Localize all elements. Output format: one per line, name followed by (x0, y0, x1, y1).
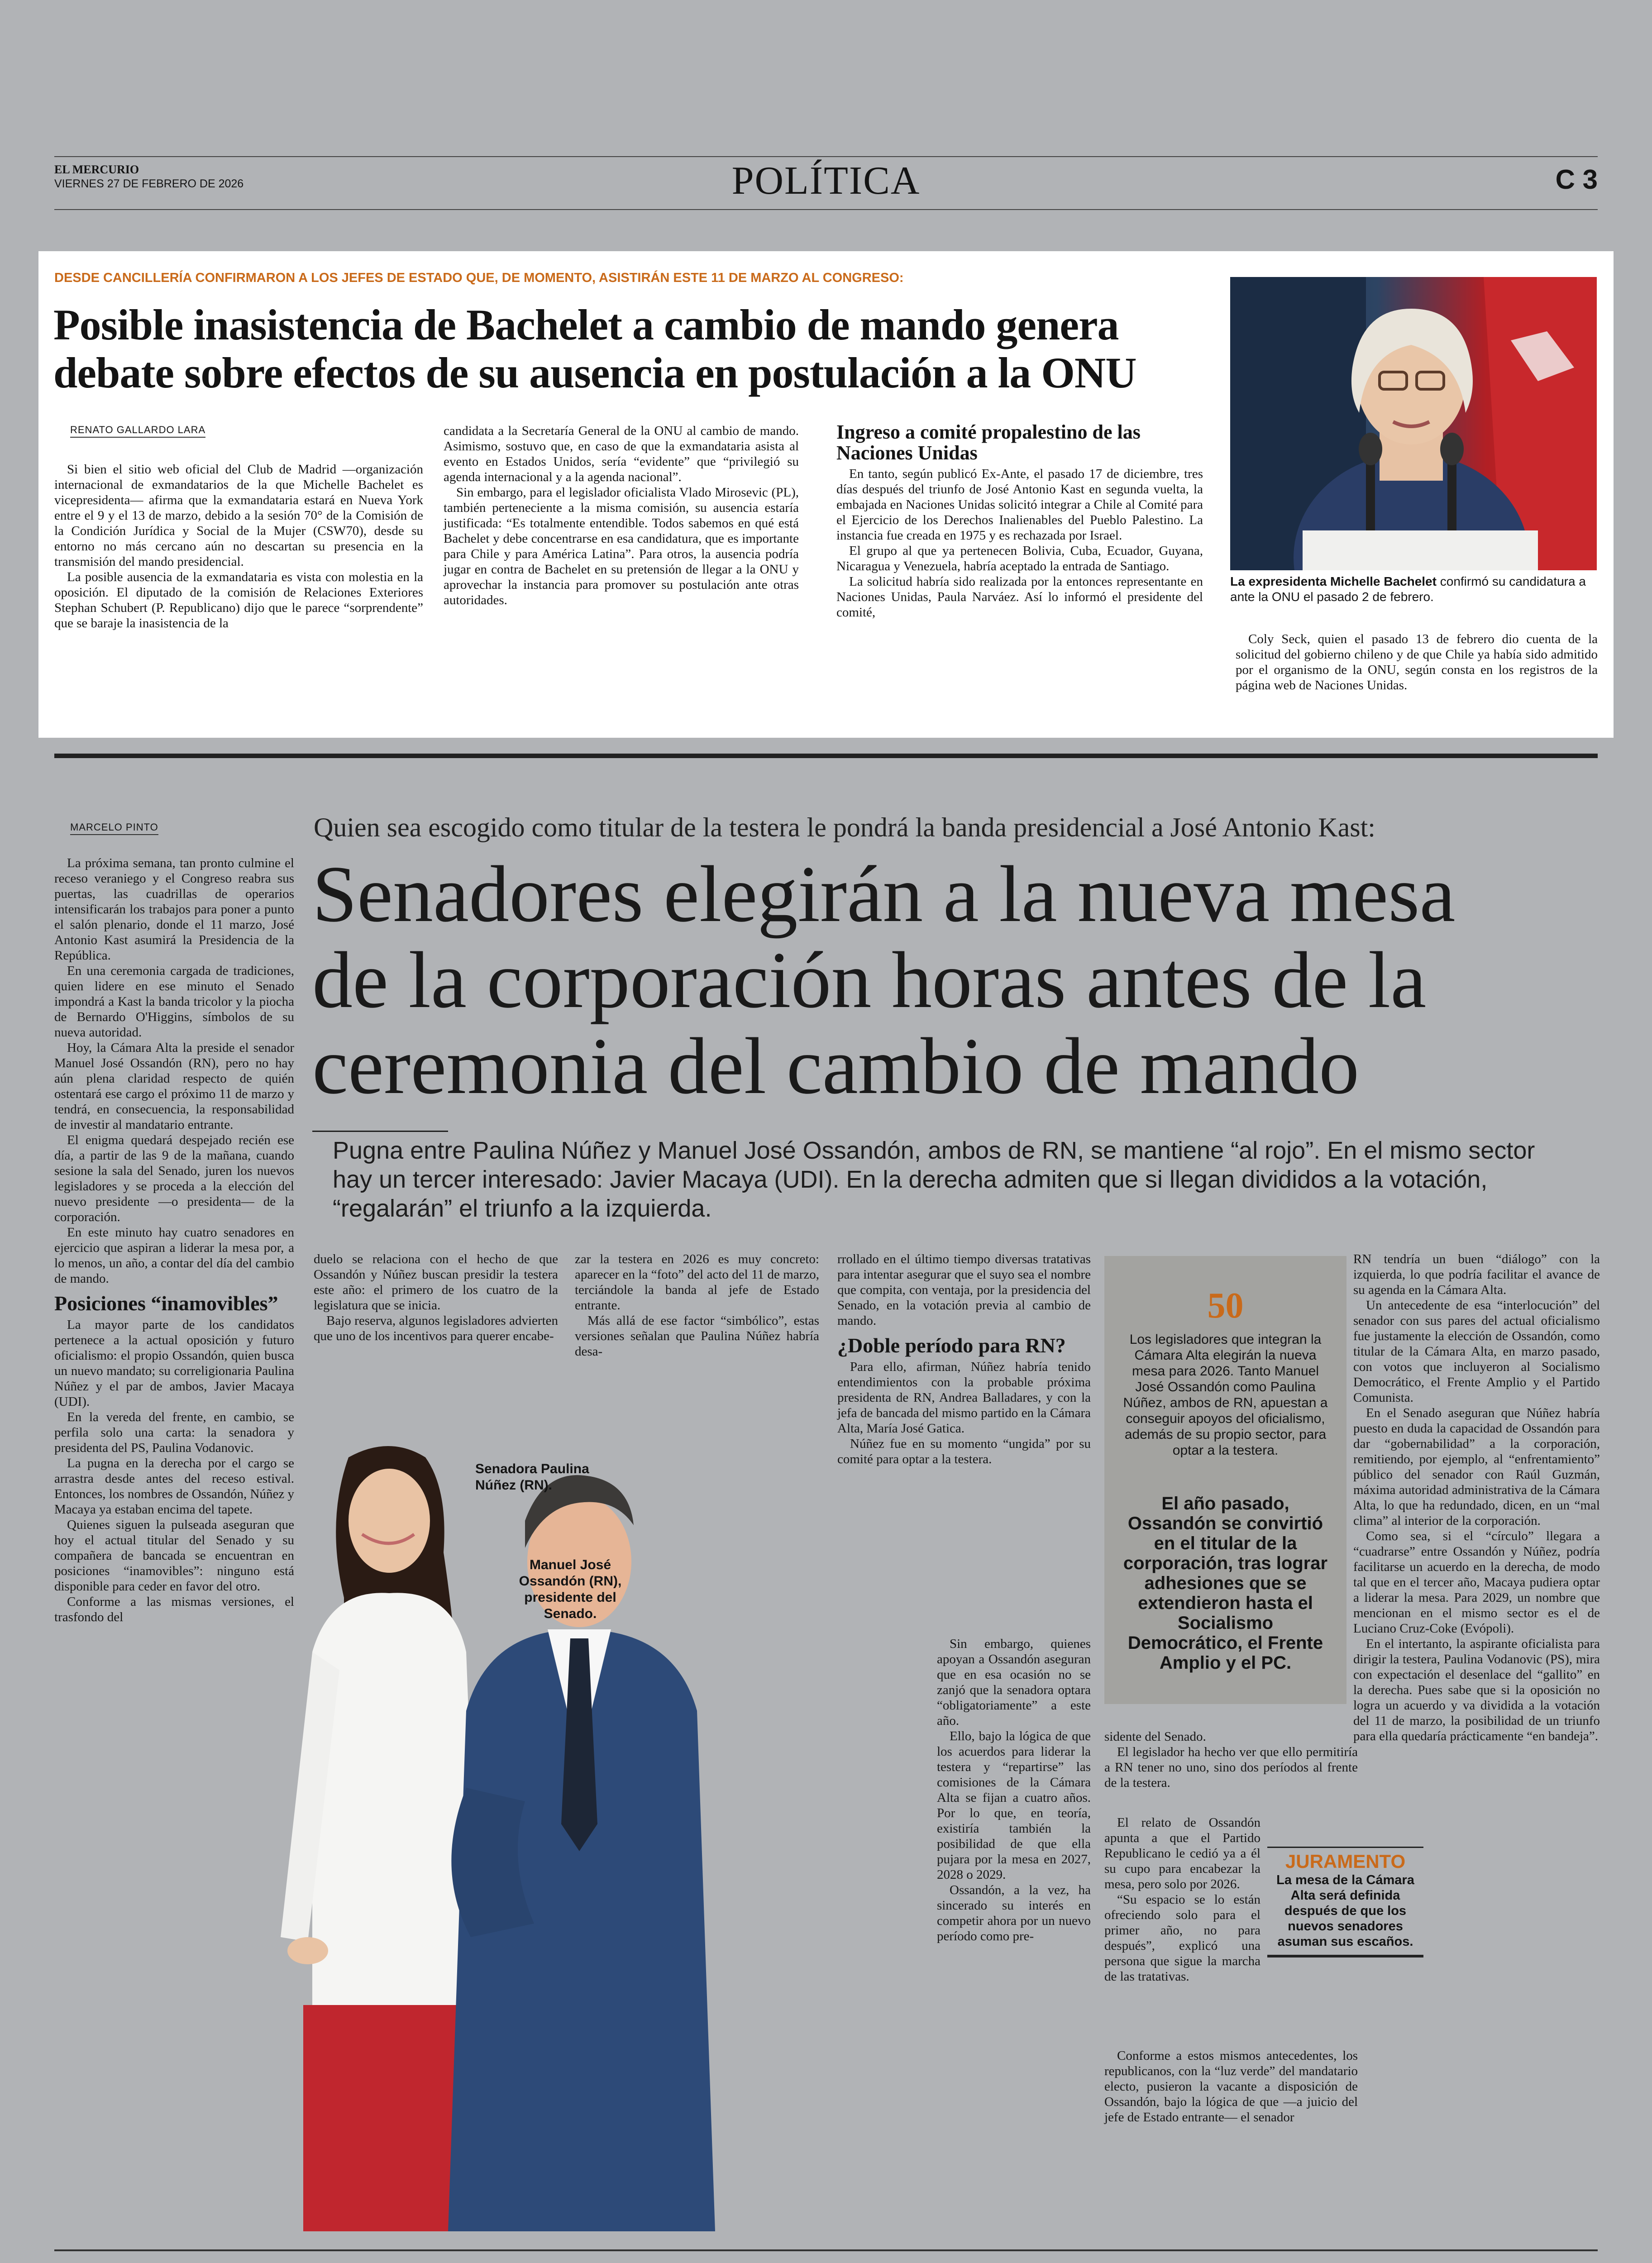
bachelet-column-4 (1236, 631, 1598, 693)
paragraph: El grupo al que ya pertenecen Bolivia, Cuba, Ecuador, Guyana, Nicaragua y Venezuela, habría aceptado la entrada de Santiago. (836, 544, 1203, 573)
bachelet-column-2 (444, 423, 799, 608)
paragraph: La pugna en la derecha por el cargo se arrastra desde antes del receso estival. Entonces, los nombres de Ossandón, Núñez y Macaya ya estaban encima del tapete. (54, 1456, 294, 1517)
senators-illustration (253, 1417, 901, 2231)
paragraph: Si bien el sitio web oficial del Club de Madrid —organización internacional de exmandatarios de la que Michelle Bachelet es vicepresidenta— afirma que la exmandataria estará en Nueva York entre el 9 y el 13 de marzo, debido a la sesión 70° de la Comisión de la Condición Jurídica y Social de la Mujer (CSW70), desde su entorno no más cercano aún no descartan su presencia en la transmisión del mando presidencial. (54, 462, 423, 569)
paper-name: EL MERCURIO (54, 163, 139, 176)
bachelet-kicker: DESDE CANCILLERÍA CONFIRMARON A LOS JEFES DE ESTADO QUE, DE MOMENTO, ASISTIRÁN ESTE 11 DE MARZO AL CONGRESO: (54, 271, 904, 285)
senate-column-5 (1104, 1729, 1358, 1790)
masthead-bottom-rule (54, 209, 1598, 210)
paragraph: Sin embargo, quienes apoyan a Ossandón aseguran que en esa ocasión no se zanjó que la senadora optara “obligatoriamente” a este año. (937, 1637, 1091, 1728)
paragraph: Coly Seck, quien el pasado 13 de febrero dio cuenta de la solicitud del gobierno chileno y de que Chile ya había sido admitido por el organismo de la ONU, según consta en los registros de la página web de Naciones Unidas. (1236, 632, 1598, 692)
senate-headline (312, 851, 1598, 1109)
caption-bold: La expresidenta Michelle Bachelet (1230, 574, 1437, 588)
oath-box (1267, 1847, 1423, 1957)
paragraph: El enigma quedará despejado recién ese día, a partir de las 9 de la mañana, cuando sesione la sala del Senado, juren los nuevos legisladores y se proceda a la elección del nuevo presidente —o presidenta— de la corporación. (54, 1133, 294, 1224)
paragraph: RN tendría un buen “diálogo” con la izquierda, lo que podría facilitar el avance de su agenda en la Cámara Alta. (1353, 1252, 1600, 1297)
oath-box-title: JURAMENTO (1267, 1847, 1423, 1872)
paragraph: La próxima semana, tan pronto culmine el receso veraniego y el Congreso reabra sus puertas, las cuadrillas de operarios intensificarán los trabajos para poner a punto el salón plenario, donde el 11 marzo, José Antonio Kast asumirá la Presidencia de la República. (54, 856, 294, 963)
bachelet-subhead: Ingreso a comité propalestino de las Naciones Unidas (836, 421, 1141, 464)
paragraph: Conforme a las mismas versiones, el trasfondo del (54, 1595, 294, 1624)
paragraph: Ello, bajo la lógica de que los acuerdos para liderar la testera y “repartirse” las comisiones de la Cámara Alta se fijan a cuatro años. Por lo que, en teoría, existiría también la posibilidad de que ella pujara por la mesa en 2027, 2028 o 2029. (937, 1729, 1091, 1882)
senators-photo (253, 1417, 901, 2231)
senate-subhead-1: Posiciones “inamovibles” (54, 1292, 278, 1315)
paragraph: Núñez fue en su momento “ungida” por su comité para optar a la testera. (837, 1437, 1091, 1466)
senate-column-3 (575, 1251, 819, 1359)
senate-kicker: Quien sea escogido como titular de la testera le pondrá la banda presidencial a José Antonio Kast: (314, 812, 1375, 842)
senate-headline-line2: de la corporación horas antes de la (312, 935, 1427, 1025)
story-separator (54, 754, 1598, 758)
masthead-top-rule (54, 156, 1598, 157)
senate-subhead-2: ¿Doble período para RN? (837, 1334, 1066, 1357)
senate-byline: MARCELO PINTO (70, 821, 158, 835)
senate-column-6 (1353, 1251, 1600, 1744)
section-title: POLÍTICA (731, 159, 921, 203)
paragraph: En una ceremonia cargada de tradiciones, quien lidere en ese minuto el Senado impondrá a Kast la banda tricolor y la piocha de Bernardo O'Higgins, símbolos de su nueva autoridad. (54, 964, 294, 1040)
paragraph: duelo se relaciona con el hecho de que Ossandón y Núñez buscan presidir la testera este año: el primero de los cuatro de la legislatura que se inicia. (314, 1252, 558, 1313)
paragraph: El legislador ha hecho ver que ello permitiría a RN tener no uno, sino dos períodos al frente de la testera. (1104, 1745, 1358, 1790)
senate-headline-line1: Senadores elegirán a la nueva mesa (312, 849, 1456, 939)
senate-column-5b (1104, 1815, 1260, 1984)
stat-number: 50 (1207, 1286, 1244, 1326)
paragraph: Un antecedente de esa “interlocución” del senador con sus pares del actual oficialismo fue justamente la elección de Ossandón, como titular de la Cámara Alta, en marzo pasado, con votos que incluyeron al Socialismo Democrático, el Frente Amplio y el Partido Comunista. (1353, 1298, 1600, 1405)
nunez-photo-label: Senadora Paulina Núñez (RN). (475, 1461, 589, 1493)
bachelet-column-3 (836, 422, 1203, 620)
paragraph: En el intertanto, la aspirante oficialista para dirigir la testera, Paulina Vodanovic (PS), mira con expectación el desenlace del “gallito” en la derecha. Pues sabe que si la oposición no logra un acuerdo y va dividida a la votación del 11 de marzo, la posibilidad de un triunfo para ella quedaría prácticamente “en bandeja”. (1353, 1637, 1600, 1743)
oath-box-text: La mesa de la Cámara Alta será definida después de que los nuevos senadores asuman sus escaños. (1267, 1872, 1423, 1957)
bachelet-headline (53, 301, 1194, 397)
paragraph: La solicitud habría sido realizada por la entonces representante en Naciones Unidas, Paula Narváez. Así lo informó el presidente del comité, (836, 574, 1203, 620)
paragraph: Hoy, la Cámara Alta la preside el senador Manuel José Ossandón (RN), pero no hay aún plena claridad respecto de quién ostentará ese cargo el próximo 11 de marzo y tendrá, en consecuencia, la responsabilidad de investir al mandatario entrante. (54, 1041, 294, 1132)
bachelet-column-1 (54, 462, 423, 631)
stat-text: Los legisladores que integran la Cámara Alta elegirán la nueva mesa para 2026. Tanto Manuel José Ossandón como Paulina Núñez, ambos de RN, apuestan a conseguir apoyos del oficialismo, además de su propio sector, para optar a la testera. (1123, 1332, 1328, 1458)
issue-date: VIERNES 27 DE FEBRERO DE 2026 (54, 177, 244, 190)
ossandon-photo-label: Manuel José Ossandón (RN), presidente del Senado. (519, 1557, 622, 1621)
senate-column-2 (314, 1251, 558, 1344)
paragraph: Más allá de ese factor “simbólico”, estas versiones señalan que Paulina Núñez habría desa- (575, 1313, 819, 1359)
paragraph: Sin embargo, para el legislador oficialista Vlado Mirosevic (PL), también perteneciente a la misma comisión, su ausencia estaría justificada: “Es totalmente entendible. Todos sabemos en qué está Bachelet y debe concentrarse en esa candidatura, que es importante para Chile y para América Latina”. Para otros, la ausencia podría jugar en contra de Bachelet en su pretensión de llegar a la ONU y aprovechar la instancia para promover su postulación ante otras autoridades. (444, 485, 799, 607)
paragraph: Para ello, afirman, Núñez habría tenido entendimientos con la probable próxima presidenta de RN, Andrea Balladares, y con la jefa de bancada del mismo partido en la Cámara Alta, María José Gatica. (837, 1360, 1091, 1436)
paragraph: rrollado en el último tiempo diversas tratativas para intentar asegurar que el suyo sea el nombre que compita, con ventaja, por la presidencia del Senado, en la votación previa al cambio de mando. (837, 1252, 1091, 1328)
dek-rule (312, 1131, 448, 1132)
paragraph: Quienes siguen la pulseada aseguran que hoy el actual titular del Senado y su compañera de bancada se encuentran en posiciones “inamovibles”: ninguno está disponible para ceder en favor del otro. (54, 1518, 294, 1594)
paragraph: “Su espacio se lo están ofreciendo solo para el primer año, no para después”, explicó una persona que sigue la marcha de las tratativas. (1104, 1892, 1260, 1984)
paragraph: En este minuto hay cuatro senadores en ejercicio que aspiran a liderar la mesa por, a lo menos, un año, a contar del día del cambio de mando. (54, 1225, 294, 1286)
paragraph: La posible ausencia de la exmandataria es vista con molestia en la oposición. El diputado de la comisión de Relaciones Exteriores Stephan Schubert (P. Republicano) dijo que le parece “sorprendente” que se baraje la inasistencia de la (54, 570, 423, 630)
paragraph: Conforme a estos mismos antecedentes, los republicanos, con la “luz verde” del mandatario electo, pusieron la vacante a disposición de Ossandón, bajo la lógica de que —a juicio del jefe de Estado entrante— el senador (1104, 2048, 1358, 2125)
senate-column-4b (937, 1636, 1091, 1944)
story-separator (54, 2249, 1598, 2251)
paragraph: En la vereda del frente, en cambio, se perfila solo una carta: la senadora y presidenta del PS, Paulina Vodanovic. (54, 1410, 294, 1455)
bachelet-portrait-illustration (1230, 277, 1597, 570)
paragraph: En el Senado aseguran que Núñez habría puesto en duda la capacidad de Ossandón para dar “gobernabilidad” a la corporación, remitiendo, por ejemplo, al “enfrentamiento” público del senador con Raúl Guzmán, máxima autoridad administrativa de la Cámara Alta, lo que ha redundado, dicen, en un “mal clima” al interior de la corporación. (1353, 1406, 1600, 1528)
bachelet-byline: RENATO GALLARDO LARA (70, 424, 205, 438)
senate-headline-line3: ceremonia del cambio de mando (312, 1021, 1360, 1111)
paragraph: Como sea, si el “círculo” llegara a “cuadrarse” entre Ossandón y Núñez, podría facilitarse un acuerdo en la derecha, de modo tal que en el tercer año, Macaya pudiera optar a liderar la mesa. Para 2029, un nombre que mencionan en el mismo sector es el de Luciano Cruz-Coke (Evópoli). (1353, 1529, 1600, 1636)
paragraph: El relato de Ossandón apunta a que el Partido Republicano le cedió ya a él su cupo para encabezar la mesa, pero solo por 2026. (1104, 1815, 1260, 1891)
paragraph: candidata a la Secretaría General de la ONU al cambio de mando. Asimismo, sostuvo que, en caso de que la exmandataria asista al evento en Estados Unidos, sería “evidente” que “privilegió su agenda internacional y a la agenda nacional”. (444, 424, 799, 484)
bachelet-headline-line1: Posible inasistencia de Bachelet a cambio de mando genera (53, 301, 1119, 349)
stat-highlight: El año pasado, Ossandón se convirtió en el titular de la corporación, tras lograr adhesiones que se extendieron hasta el Socialismo Democrático, el Frente Amplio y el PC. (1123, 1494, 1328, 1673)
paragraph: En tanto, según publicó Ex-Ante, el pasado 17 de diciembre, tres días después del triunfo de José Antonio Kast en segunda vuelta, la embajada en Naciones Unidas solicitó integrar a Chile al Comité para el Ejercicio de los Derechos Inalienables del Pueblo Palestino. La instancia fue creada en 1975 y es rechazada por Israel. (836, 467, 1203, 543)
page-number: C 3 (1555, 164, 1598, 195)
paragraph: Bajo reserva, algunos legisladores advierten que uno de los incentivos para querer encabe- (314, 1313, 558, 1343)
caption-text: confirmó su candidatura a ante la ONU el pasado 2 de febrero. (1230, 574, 1586, 604)
bachelet-photo-caption (1230, 574, 1597, 605)
senate-column-5c (1104, 2048, 1358, 2125)
paragraph: sidente del Senado. (1104, 1729, 1206, 1744)
paragraph: Ossandón, a la vez, ha sincerado su interés en competir ahora por un nuevo período como pre- (937, 1883, 1091, 1943)
paragraph: La mayor parte de los candidatos pertenece a la actual oposición y futuro oficialismo: el propio Ossandón, quien busca un nuevo mandato; su correligionaria Paulina Núñez y el par de ambos, Javier Macaya (UDI). (54, 1318, 294, 1409)
paragraph: zar la testera en 2026 es muy concreto: aparecer en la “foto” del acto del 11 de marzo, terciándole la banda al jefe de Estado entrante. (575, 1252, 819, 1313)
bachelet-headline-line2: debate sobre efectos de su ausencia en postulación a la ONU (53, 349, 1136, 397)
bachelet-photo (1230, 277, 1597, 570)
senate-column-4 (837, 1251, 1091, 1467)
senate-dek: Pugna entre Paulina Núñez y Manuel José Ossandón, ambos de RN, se mantiene “al rojo”. En el mismo sector hay un tercer interesado: Javier Macaya (UDI). En la derecha admiten que si llegan divididos a la votación, “regalarán” el triunfo a la izquierda. (333, 1137, 1535, 1222)
